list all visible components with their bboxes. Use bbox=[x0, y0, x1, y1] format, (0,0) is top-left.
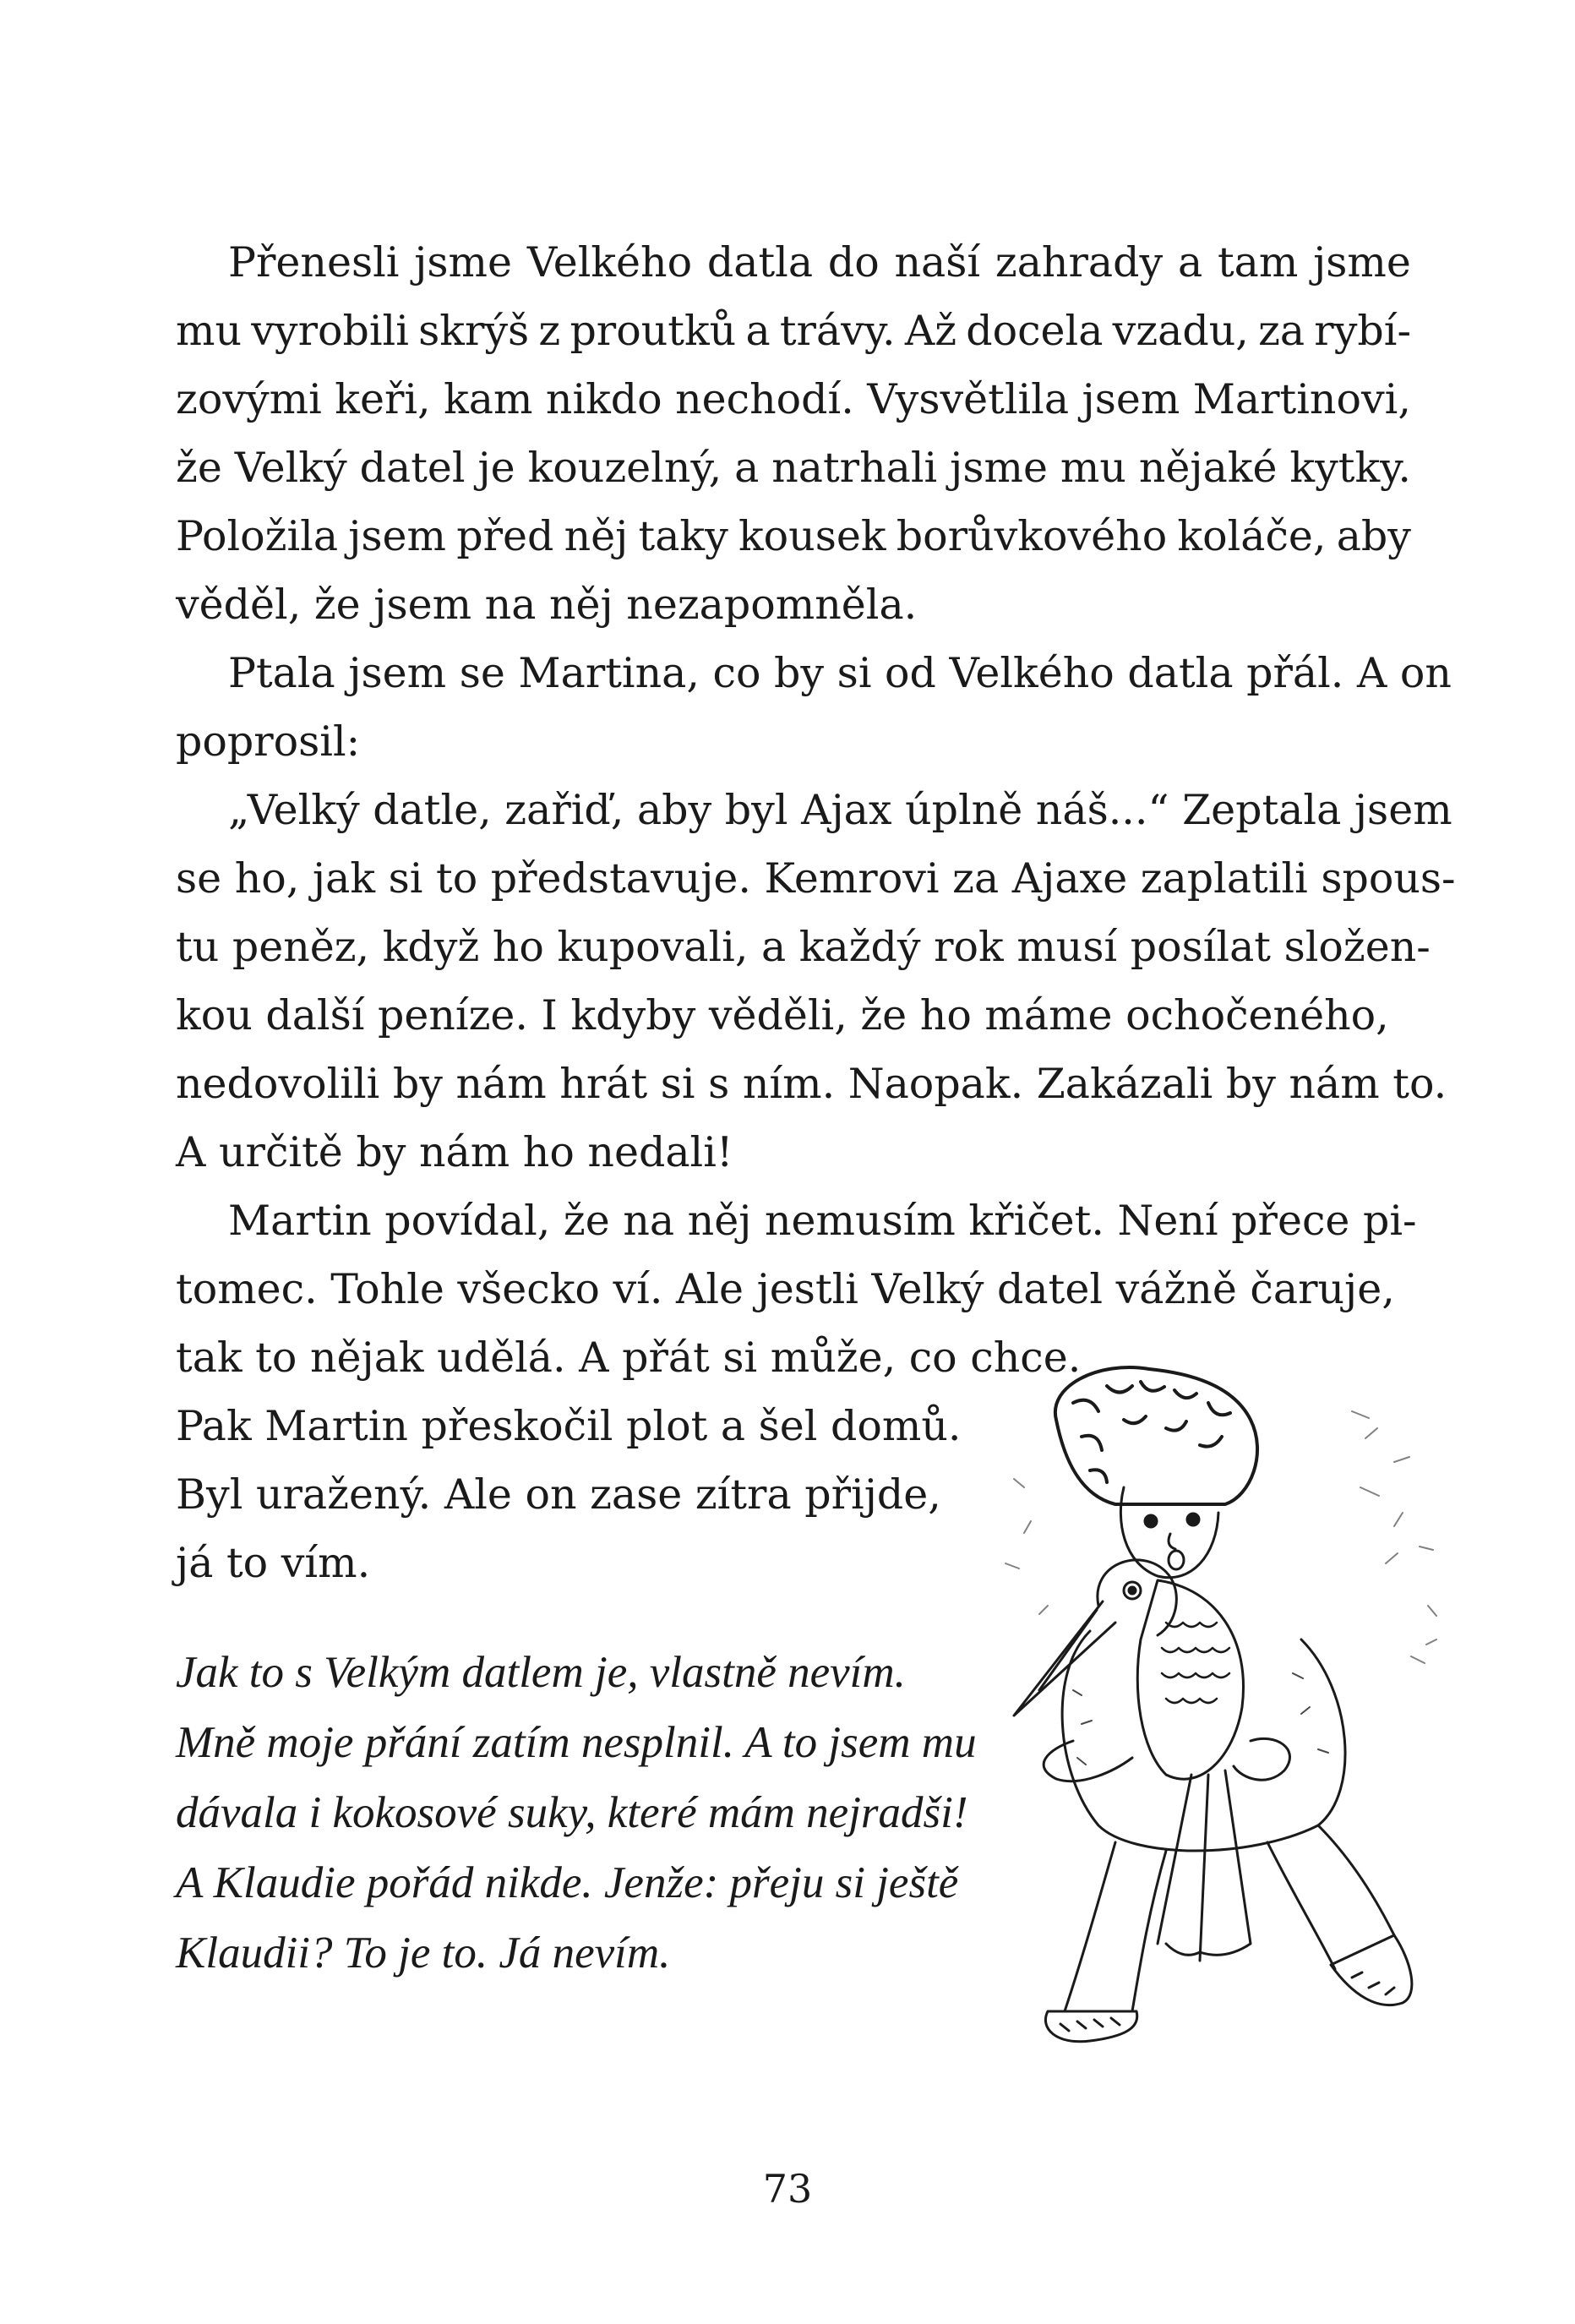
italic-note bbox=[176, 1638, 1033, 1988]
line-text: mu vyrobili skrýš z proutků a trávy. Až docela vzadu, za rybí- bbox=[176, 307, 1411, 355]
text-line bbox=[176, 297, 1411, 365]
text-line bbox=[176, 228, 1411, 297]
line-text: věděl, že jsem na něj nezapomněla. bbox=[176, 581, 918, 629]
text-line bbox=[176, 1050, 1447, 1118]
text-line bbox=[176, 1187, 1417, 1255]
italic-line bbox=[176, 1638, 1033, 1708]
text-line bbox=[176, 913, 1431, 981]
italic-line bbox=[176, 1918, 1033, 1988]
line-text: tomec. Tohle všecko ví. Ale jestli Velký datel vážně čaruje, bbox=[176, 1265, 1395, 1313]
line-text: Klaudii? To je to. Já nevím. bbox=[176, 1928, 671, 1978]
text-line bbox=[176, 365, 1411, 434]
line-text: Mně moje přání zatím nesplnil. A to jsem mu bbox=[176, 1718, 977, 1767]
line-text: dávala i kokosové suky, které mám nejradši! bbox=[176, 1788, 968, 1837]
line-text: Pak Martin přeskočil plot a šel domů. bbox=[176, 1402, 962, 1450]
line-text: Ptala jsem se Martina, co by si od Velkého datla přál. A on bbox=[228, 649, 1452, 697]
line-text: „Velký datle, zařiď, aby byl Ajax úplně náš...“ Zeptala jsem bbox=[228, 786, 1452, 834]
italic-line bbox=[176, 1778, 1033, 1848]
line-text: já to vím. bbox=[176, 1539, 371, 1587]
line-text: tak to nějak udělá. A přát si může, co chce. bbox=[176, 1334, 1082, 1382]
line-text: Martin povídal, že na něj nemusím křičet. Není přece pi- bbox=[228, 1197, 1417, 1245]
text-line bbox=[176, 570, 1411, 639]
line-text: Byl uražený. Ale on zase zítra přijde, bbox=[176, 1470, 941, 1519]
line-text: zovými keři, kam nikdo nechodí. Vysvětlila jsem Martinovi, bbox=[176, 375, 1411, 423]
line-text: se ho, jak si to představuje. Kemrovi za Ajaxe zaplatili spous- bbox=[176, 854, 1456, 903]
line-text: A určitě by nám ho nedali! bbox=[176, 1128, 733, 1176]
line-text: poprosil: bbox=[176, 717, 361, 766]
text-line bbox=[176, 1529, 987, 1597]
text-line bbox=[176, 1392, 987, 1460]
line-text: tu peněz, když ho kupovali, a každý rok musí posílat složen- bbox=[176, 923, 1431, 971]
italic-line bbox=[176, 1848, 1033, 1918]
line-text: Přenesli jsme Velkého datla do naší zahrady a tam jsme bbox=[228, 238, 1411, 286]
line-text: Jak to s Velkým datlem je, vlastně nevím. bbox=[176, 1648, 906, 1697]
line-text: Položila jsem před něj taky kousek borůvkového koláče, aby bbox=[176, 512, 1411, 560]
text-line bbox=[176, 776, 1452, 844]
page-number: 73 bbox=[762, 2166, 813, 2212]
text-line bbox=[176, 981, 1411, 1050]
line-text: že Velký datel je kouzelný, a natrhali jsme mu nějaké kytky. bbox=[176, 444, 1411, 492]
text-line bbox=[176, 707, 1411, 776]
text-line bbox=[176, 1255, 1411, 1323]
italic-line bbox=[176, 1708, 1033, 1778]
line-text: nedovolili by nám hrát si s ním. Naopak. Zakázali by nám to. bbox=[176, 1060, 1447, 1108]
text-line bbox=[176, 1460, 987, 1529]
text-line bbox=[176, 1118, 1411, 1187]
line-text: A Klaudie pořád nikde. Jenže: přeju si ještě bbox=[176, 1858, 959, 1907]
text-line bbox=[176, 844, 1456, 913]
text-line bbox=[176, 434, 1411, 502]
line-text: kou další peníze. I kdyby věděli, že ho máme ochočeného, bbox=[176, 991, 1389, 1039]
text-line bbox=[176, 502, 1411, 570]
text-line bbox=[176, 639, 1452, 707]
boy-with-woodpecker-illustration bbox=[997, 1352, 1504, 2079]
